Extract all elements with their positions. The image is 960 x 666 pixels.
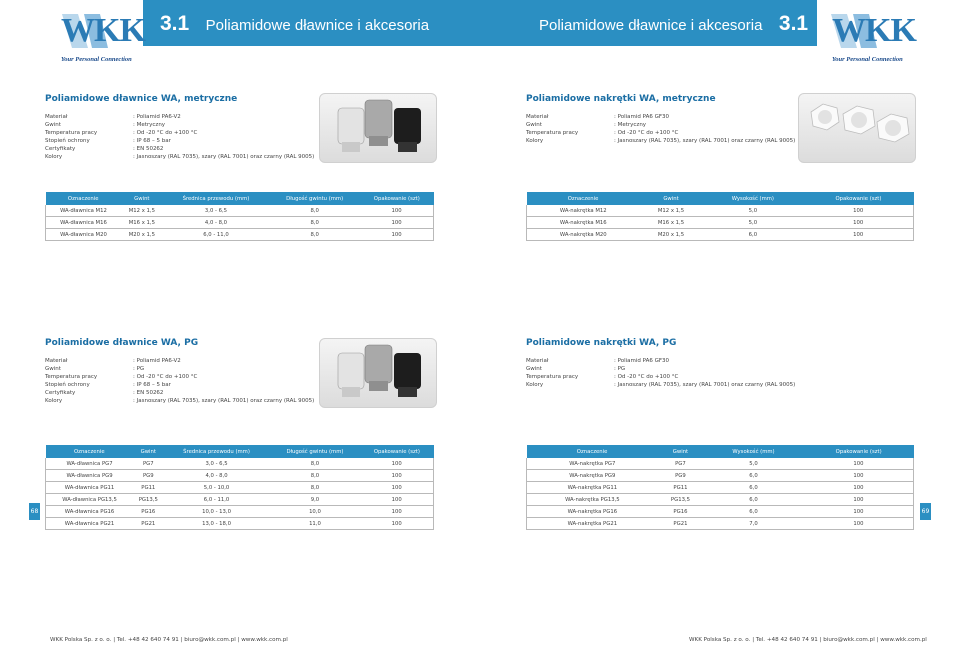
table-row: [527, 470, 914, 482]
table-header: Oznaczenie: [527, 192, 640, 205]
spec-key: Kolory: [526, 382, 544, 388]
table-cell: WA-nakrętka PG13,5: [527, 494, 658, 506]
table-cell: WA-dławnica PG11: [46, 482, 134, 494]
spec-value: : PG: [614, 366, 626, 372]
spec-row: [45, 365, 314, 373]
table-header: Opakowanie (szt): [803, 192, 913, 205]
spec-value: : Jasnoszary (RAL 7035), szary (RAL 7001) oraz czarny (RAL 9005): [133, 398, 315, 404]
spec-value: : EN 50262: [133, 390, 164, 396]
spec-key: Gwint: [526, 366, 542, 372]
cable-glands-image: [320, 339, 436, 407]
spec-key: Temperatura pracy: [526, 374, 579, 380]
table-cell: 100: [803, 229, 913, 241]
spec-value: : Od -20 °C do +100 °C: [614, 374, 679, 380]
spec-value: : Metryczny: [133, 122, 166, 128]
spec-value: : Od -20 °C do +100 °C: [614, 130, 679, 136]
spec-row: [526, 381, 795, 389]
table-cell: 4,0 - 8,0: [163, 217, 269, 229]
spec-key: Certyfikaty: [45, 390, 76, 396]
table-cell: 6,0 - 11,0: [163, 494, 269, 506]
table-cell: 100: [360, 205, 433, 217]
spec-key: Temperatura pracy: [526, 130, 579, 136]
spec-value: : Od -20 °C do +100 °C: [133, 130, 198, 136]
table-cell: PG16: [658, 506, 704, 518]
spec-row: [45, 397, 314, 405]
table-cell: 6,0: [703, 470, 804, 482]
table-cell: 5,0 - 10,0: [163, 482, 269, 494]
table-cell: 100: [804, 506, 914, 518]
table-cell: WA-dławnica M16: [46, 217, 121, 229]
spec-key: Stopień ochrony: [45, 382, 90, 388]
table-cell: 3,0 - 6,5: [163, 458, 269, 470]
table-row: [527, 518, 914, 530]
table-cell: M20 x 1,5: [640, 229, 703, 241]
spec-key: Gwint: [45, 122, 61, 128]
section-title-wa-metric-nuts: Poliamidowe nakrętki WA, metryczne: [526, 94, 716, 104]
table-cell: PG7: [133, 458, 163, 470]
chapter-number: 3.1: [778, 12, 809, 35]
table-row: [527, 506, 914, 518]
table-cell: WA-nakrętka PG7: [527, 458, 658, 470]
table-row: [46, 470, 434, 482]
table-header: Opakowanie (szt): [804, 445, 914, 458]
spec-key: Materiał: [526, 114, 549, 120]
table-cell: PG16: [133, 506, 163, 518]
spec-value: : Od -20 °C do +100 °C: [133, 374, 198, 380]
cable-glands-image: [320, 94, 436, 162]
table-row: [527, 229, 914, 241]
spec-list: [45, 113, 314, 161]
table-cell: 3,0 - 6,5: [163, 205, 269, 217]
table-header: Wysokość (mm): [703, 445, 804, 458]
table-cell: WA-dławnica PG9: [46, 470, 134, 482]
table-row: [46, 518, 434, 530]
spec-value: : Poliamid PA6-V2: [133, 114, 181, 120]
table-row: [46, 482, 434, 494]
table-cell: 100: [360, 482, 433, 494]
table-header: Gwint: [658, 445, 704, 458]
table-cell: WA-nakrętka M12: [527, 205, 640, 217]
spec-row: [526, 137, 795, 145]
spec-key: Stopień ochrony: [45, 138, 90, 144]
table-header: Średnica przewodu (mm): [163, 445, 269, 458]
table-cell: WA-dławnica M12: [46, 205, 121, 217]
table-row: [527, 458, 914, 470]
table-cell: 4,0 - 8,0: [163, 470, 269, 482]
spec-key: Gwint: [45, 366, 61, 372]
table-cell: WA-nakrętka PG16: [527, 506, 658, 518]
spec-row: [526, 373, 795, 381]
table-header: Wysokość (mm): [702, 192, 803, 205]
table-cell: 100: [360, 217, 433, 229]
spec-value: : IP 68 – 5 bar: [133, 138, 171, 144]
table-cell: WA-nakrętka PG11: [527, 482, 658, 494]
table-cell: WA-dławnica PG13,5: [46, 494, 134, 506]
spec-row: [45, 153, 314, 161]
table-header-row: [46, 445, 434, 458]
product-photo-nuts: [798, 93, 916, 163]
section-title-wa-pg-glands: Poliamidowe dławnice WA, PG: [45, 338, 199, 348]
section-title-wa-metric-glands: Poliamidowe dławnice WA, metryczne: [45, 94, 238, 104]
spec-key: Materiał: [526, 358, 549, 364]
table-cell: M20 x 1,5: [121, 229, 163, 241]
table-cell: 5,0: [702, 205, 803, 217]
table-cell: 10,0 - 13,0: [163, 506, 269, 518]
table-header: Oznaczenie: [46, 445, 134, 458]
table-row: [46, 217, 434, 229]
spec-key: Kolory: [526, 138, 544, 144]
table-cell: 6,0: [702, 229, 803, 241]
page-number-left: 68: [29, 503, 40, 520]
table-header: Opakowanie (szt): [360, 445, 433, 458]
table-row: [46, 205, 434, 217]
spec-row: [526, 357, 795, 365]
table-cell: 100: [804, 494, 914, 506]
table-cell: 10,0: [270, 506, 361, 518]
table-cell: 100: [804, 518, 914, 530]
spec-row: [45, 113, 314, 121]
table-cell: WA-nakrętka M16: [527, 217, 640, 229]
logo-right: [817, 0, 916, 72]
table-cell: 6,0: [703, 506, 804, 518]
table-cell: 7,0: [703, 518, 804, 530]
spec-list: [526, 113, 795, 145]
table-cell: 8,0: [270, 470, 361, 482]
spec-row: [45, 129, 314, 137]
table-cell: 6,0: [703, 494, 804, 506]
table-cell: 6,0 - 11,0: [163, 229, 269, 241]
table-wa-metric-nuts: [526, 192, 914, 241]
footer-contact-left: WKK Polska Sp. z o. o. | Tel. +48 42 640 74 91 | biuro@wkk.com.pl | www.wkk.com.pl: [50, 637, 288, 643]
logo-text: WKK: [832, 12, 916, 49]
spec-value: : IP 68 – 5 bar: [133, 382, 171, 388]
table-cell: M16 x 1,5: [640, 217, 703, 229]
table-cell: PG21: [658, 518, 704, 530]
table-cell: 8,0: [270, 482, 361, 494]
table-cell: WA-dławnica PG21: [46, 518, 134, 530]
table-header: Oznaczenie: [527, 445, 658, 458]
table-cell: 9,0: [270, 494, 361, 506]
spec-key: Kolory: [45, 154, 63, 160]
spec-list: [45, 357, 314, 405]
chapter-heading-left: [160, 12, 429, 36]
table-cell: 11,0: [270, 518, 361, 530]
table-cell: 100: [360, 229, 433, 241]
table-header: Gwint: [133, 445, 163, 458]
table-header-row: [46, 192, 434, 205]
spec-key: Materiał: [45, 358, 68, 364]
table-cell: 6,0: [703, 482, 804, 494]
chapter-title: Poliamidowe dławnice i akcesoria: [205, 17, 430, 34]
table-cell: 100: [360, 470, 433, 482]
table-cell: 100: [360, 458, 433, 470]
spec-value: : PG: [133, 366, 145, 372]
spec-row: [45, 121, 314, 129]
spec-row: [45, 145, 314, 153]
table-cell: 100: [803, 217, 913, 229]
table-cell: M12 x 1,5: [121, 205, 163, 217]
table-cell: 100: [804, 470, 914, 482]
table-header-row: [527, 445, 914, 458]
table-row: [46, 458, 434, 470]
logo-left: [48, 0, 143, 72]
chapter-number: 3.1: [160, 12, 190, 35]
spec-row: [45, 381, 314, 389]
spec-row: [45, 389, 314, 397]
spec-row: [526, 365, 795, 373]
spec-value: : Poliamid PA6 GF30: [614, 358, 670, 364]
spec-list: [526, 357, 795, 389]
table-cell: PG7: [658, 458, 704, 470]
spec-key: Certyfikaty: [45, 146, 76, 152]
table-cell: PG9: [133, 470, 163, 482]
table-cell: 100: [804, 482, 914, 494]
table-cell: 8,0: [269, 205, 360, 217]
table-cell: 100: [804, 458, 914, 470]
spec-value: : Jasnoszary (RAL 7035), szary (RAL 7001) oraz czarny (RAL 9005): [614, 382, 796, 388]
footer-contact-right: WKK Polska Sp. z o. o. | Tel. +48 42 640 74 91 | biuro@wkk.com.pl | www.wkk.com.pl: [689, 637, 927, 643]
spec-row: [45, 373, 314, 381]
table-wa-metric-glands: [45, 192, 434, 241]
table-header: Oznaczenie: [46, 192, 121, 205]
table-header: Długość gwintu (mm): [270, 445, 361, 458]
spec-value: : Poliamid PA6-V2: [133, 358, 181, 364]
table-cell: 8,0: [270, 458, 361, 470]
spec-row: [526, 113, 795, 121]
table-row: [527, 205, 914, 217]
spec-value: : Jasnoszary (RAL 7035), szary (RAL 7001) oraz czarny (RAL 9005): [614, 138, 796, 144]
spec-key: Kolory: [45, 398, 63, 404]
spec-value: : Metryczny: [614, 122, 647, 128]
spec-value: : EN 50262: [133, 146, 164, 152]
tagline: Your Personal Connection: [61, 56, 132, 63]
table-wa-pg-glands: [45, 445, 434, 530]
spec-row: [45, 357, 314, 365]
table-cell: M16 x 1,5: [121, 217, 163, 229]
product-photo-glands: [319, 338, 437, 408]
table-row: [527, 494, 914, 506]
hex-nuts-image: [799, 94, 915, 162]
spec-key: Temperatura pracy: [45, 130, 98, 136]
tagline: Your Personal Connection: [832, 56, 903, 63]
table-cell: PG21: [133, 518, 163, 530]
spec-key: Gwint: [526, 122, 542, 128]
table-cell: 8,0: [269, 217, 360, 229]
spec-row: [526, 129, 795, 137]
table-header: Gwint: [640, 192, 703, 205]
spec-value: : Jasnoszary (RAL 7035), szary (RAL 7001) oraz czarny (RAL 9005): [133, 154, 315, 160]
table-header: Średnica przewodu (mm): [163, 192, 269, 205]
spec-row: [45, 137, 314, 145]
table-header: Gwint: [121, 192, 163, 205]
table-cell: PG9: [658, 470, 704, 482]
table-cell: WA-nakrętka M20: [527, 229, 640, 241]
table-cell: WA-dławnica PG16: [46, 506, 134, 518]
table-cell: PG11: [658, 482, 704, 494]
table-cell: 100: [803, 205, 913, 217]
table-cell: 5,0: [702, 217, 803, 229]
table-cell: WA-dławnica PG7: [46, 458, 134, 470]
table-wa-pg-nuts: [526, 445, 914, 530]
table-cell: 8,0: [269, 229, 360, 241]
spec-row: [526, 121, 795, 129]
spec-key: Temperatura pracy: [45, 374, 98, 380]
table-cell: 13,0 - 18,0: [163, 518, 269, 530]
table-cell: 100: [360, 518, 433, 530]
table-row: [527, 217, 914, 229]
table-header: Opakowanie (szt): [360, 192, 433, 205]
table-cell: WA-dławnica M20: [46, 229, 121, 241]
table-cell: M12 x 1,5: [640, 205, 703, 217]
table-cell: PG11: [133, 482, 163, 494]
spec-key: Materiał: [45, 114, 68, 120]
table-row: [46, 229, 434, 241]
table-cell: PG13,5: [658, 494, 704, 506]
page-number-right: 69: [920, 503, 931, 520]
table-row: [527, 482, 914, 494]
section-title-wa-pg-nuts: Poliamidowe nakrętki WA, PG: [526, 338, 677, 348]
table-header-row: [527, 192, 914, 205]
table-header: Długość gwintu (mm): [269, 192, 360, 205]
table-cell: 100: [360, 506, 433, 518]
table-cell: PG13,5: [133, 494, 163, 506]
table-cell: 100: [360, 494, 433, 506]
table-cell: WA-nakrętka PG21: [527, 518, 658, 530]
spec-value: : Poliamid PA6 GF30: [614, 114, 670, 120]
logo-text: WKK: [61, 12, 145, 49]
table-cell: 5,0: [703, 458, 804, 470]
product-photo-glands: [319, 93, 437, 163]
table-cell: WA-nakrętka PG9: [527, 470, 658, 482]
chapter-title: Poliamidowe dławnice i akcesoria: [539, 17, 763, 34]
table-row: [46, 506, 434, 518]
chapter-heading-right: [539, 12, 808, 36]
table-row: [46, 494, 434, 506]
